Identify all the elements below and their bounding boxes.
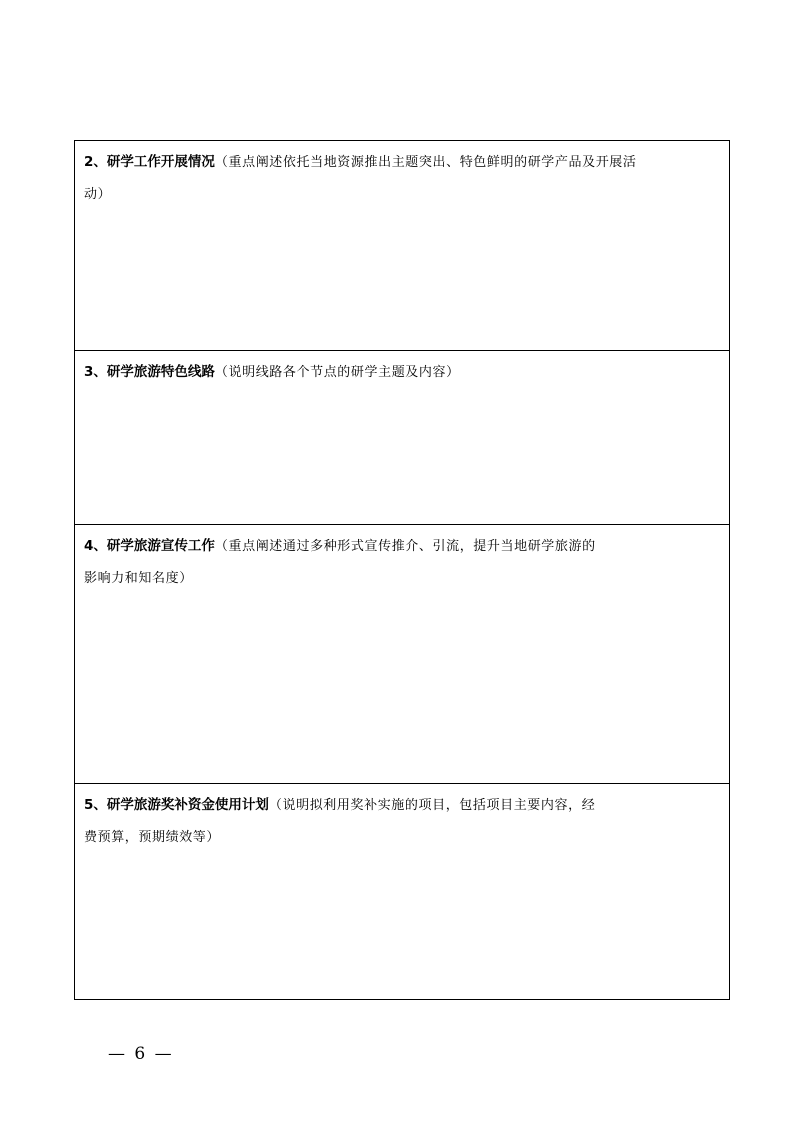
application-form-table (74, 140, 730, 1000)
page-number: — 6 — (108, 1044, 174, 1064)
section-title: 3、研学旅游特色线路 (84, 364, 215, 380)
section-instruction: （重点阐述依托当地资源推出主题突出、特色鲜明的研学产品及开展活 (214, 155, 637, 170)
section-title: 5、研学旅游奖补资金使用计划 (84, 797, 269, 813)
section-instruction: （说明线路各个节点的研学主题及内容） (214, 365, 460, 380)
section-heading (84, 537, 721, 556)
section-title: 4、研学旅游宣传工作 (84, 538, 215, 554)
section-heading (84, 153, 721, 172)
section-instruction-line2: 费预算，预期绩效等） (84, 830, 221, 845)
section-subsidy-plan[interactable] (75, 783, 729, 999)
section-instruction: （说明拟利用奖补实施的项目，包括项目主要内容，经 (268, 798, 596, 813)
section-instruction-continued (84, 828, 721, 847)
section-title: 2、研学工作开展情况 (84, 154, 215, 170)
section-instruction-continued (84, 569, 721, 588)
section-instruction-continued (84, 185, 721, 204)
section-instruction-line2: 动） (84, 187, 112, 202)
section-promotion-work[interactable] (75, 524, 729, 783)
section-research-work[interactable] (75, 141, 729, 350)
section-heading (84, 363, 721, 382)
section-featured-routes[interactable] (75, 350, 729, 524)
section-heading (84, 796, 721, 815)
section-instruction: （重点阐述通过多种形式宣传推介、引流，提升当地研学旅游的 (214, 539, 596, 554)
section-instruction-line2: 影响力和知名度） (84, 571, 193, 586)
